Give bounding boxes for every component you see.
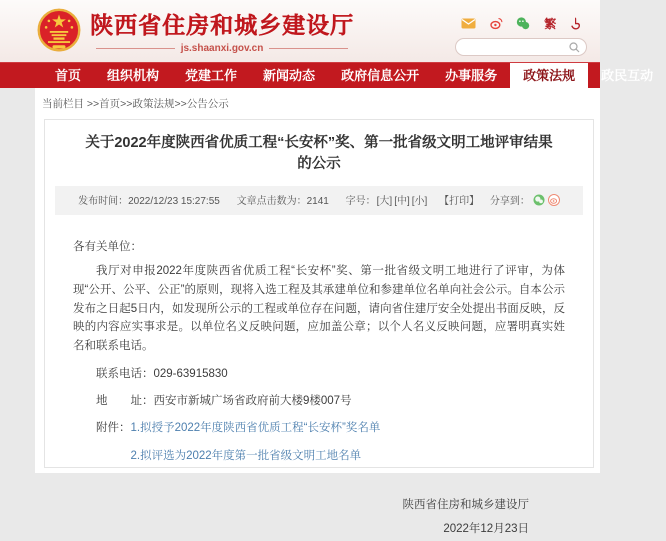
signature-date: 2022年12月23日 bbox=[443, 522, 529, 535]
main-nav bbox=[0, 62, 654, 88]
site-domain-row bbox=[90, 43, 354, 54]
font-size-label: 字号： bbox=[345, 196, 376, 208]
meta-bar bbox=[55, 186, 583, 215]
share-label: 分享到： bbox=[489, 196, 530, 208]
article-paragraph: 我厅对申报2022年度陕西省优质工程“长安杯”奖、第一批省级文明工地进行了评审，为体现“公开、公平、公正”的原则，现将入选工程及其承建单位和参建单位名单向社会公示。自本公示发布之日起5日内，如发现所公示的工程或单位存在问题，请向省住建厅安全处提出书面反映，反映的内容应实事求是。以单位名义反映问题，应加盖公章；以个人名义反映问题，应署明真实姓名和联系电话。 bbox=[73, 265, 565, 352]
breadcrumb: 当前栏目 >>首页>>政策法规>>公告公示 bbox=[42, 98, 229, 110]
attachment-links bbox=[131, 420, 381, 477]
font-size-medium-button[interactable]: [中] bbox=[394, 196, 410, 208]
national-emblem-icon bbox=[36, 7, 82, 55]
font-size-small-button[interactable]: [小] bbox=[411, 196, 428, 208]
contact-phone: 联系电话：029-63915830 bbox=[96, 367, 228, 380]
font-size-controls bbox=[346, 196, 429, 207]
mail-icon[interactable] bbox=[461, 18, 476, 29]
attachment-label: 附件： bbox=[96, 422, 131, 435]
nav-tab-organization[interactable]: 组织机构 bbox=[107, 68, 160, 83]
site-domain: js.shaanxi.gov.cn bbox=[180, 43, 264, 54]
nav-tab-services[interactable]: 办事服务 bbox=[445, 68, 498, 83]
article-body bbox=[45, 215, 593, 541]
site-brand bbox=[36, 7, 354, 55]
font-size-large-button[interactable]: [大] bbox=[376, 196, 393, 208]
publish-time bbox=[78, 196, 220, 207]
attachment-link-1[interactable]: 1.拟授予2022年度陕西省优质工程“长安杯”奖名单 bbox=[130, 422, 381, 435]
nav-tab-policies[interactable]: 政策法规 bbox=[510, 63, 588, 88]
page-body bbox=[35, 88, 600, 535]
click-count-label: 文章点击数为： bbox=[236, 196, 307, 208]
click-count bbox=[237, 196, 329, 207]
click-count-value: 2141 bbox=[306, 196, 329, 208]
page-title: 关于2022年度陕西省优质工程“长安杯”奖、第一批省级文明工地评审结果的公示 bbox=[85, 135, 553, 173]
signature-block bbox=[73, 493, 565, 541]
attachments-block bbox=[73, 420, 565, 477]
print-button[interactable]: 【打印】 bbox=[439, 196, 480, 208]
nav-tab-news[interactable]: 新闻动态 bbox=[263, 68, 316, 83]
header-tools bbox=[455, 15, 587, 56]
share-weibo-icon[interactable] bbox=[548, 194, 560, 209]
site-title: 陕西省住房和城乡建设厅 bbox=[90, 13, 354, 38]
salutation: 各有关单位： bbox=[73, 241, 142, 254]
share-wechat-icon[interactable] bbox=[533, 194, 545, 209]
signature-org: 陕西省住房和城乡建设厅 bbox=[402, 498, 529, 511]
publish-time-label: 发布时间： bbox=[78, 196, 129, 208]
search-icon[interactable] bbox=[569, 42, 580, 53]
lang-traditional-toggle[interactable]: 繁 bbox=[544, 16, 557, 31]
accessibility-icon[interactable] bbox=[570, 17, 581, 30]
share-row bbox=[490, 196, 560, 207]
brand-text bbox=[90, 7, 354, 54]
attachment-link-2[interactable]: 2.拟评选为2022年度第一批省级文明工地名单 bbox=[130, 450, 362, 463]
nav-tab-interaction[interactable]: 政民互动 bbox=[601, 68, 654, 83]
article-card bbox=[44, 119, 594, 535]
wechat-icon[interactable] bbox=[516, 17, 530, 30]
site-search-box bbox=[455, 38, 587, 56]
contact-address: 地 址：西安市新城广场省政府前大楼9楼007号 bbox=[96, 394, 352, 407]
search-input[interactable] bbox=[462, 42, 569, 53]
weibo-icon[interactable] bbox=[490, 17, 503, 30]
divider bbox=[96, 48, 175, 49]
divider bbox=[269, 48, 348, 49]
publish-time-value: 2022/12/23 15:27:55 bbox=[128, 196, 220, 208]
nav-tab-home[interactable]: 首页 bbox=[55, 68, 82, 83]
site-header bbox=[0, 0, 600, 62]
header-icon-row bbox=[455, 15, 587, 31]
nav-tab-party-building[interactable]: 党建工作 bbox=[185, 68, 238, 83]
nav-tab-gov-info[interactable]: 政府信息公开 bbox=[341, 68, 420, 83]
